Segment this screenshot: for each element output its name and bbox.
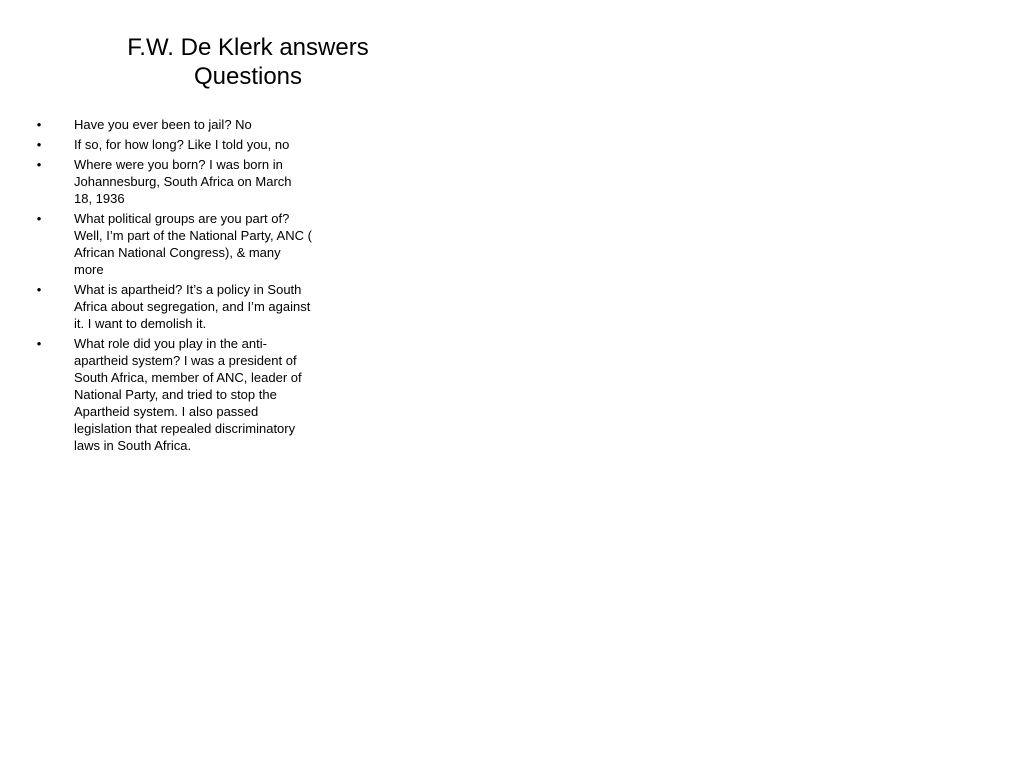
list-item [33, 210, 313, 278]
list-item [33, 136, 313, 153]
slide-title [98, 33, 398, 91]
list-item-text: If so, for how long? Like I told you, no [74, 137, 290, 152]
bullet-icon: • [36, 137, 42, 152]
list-item-text: Where were you born? I was born in Johannesburg, South Africa on March 18, 1936 [74, 157, 292, 206]
slide-title-line-1: F.W. De Klerk answers [127, 34, 369, 61]
bullet-icon: • [36, 157, 42, 172]
list-item-text: What is apartheid? It’s a policy in South Africa about segregation, and I’m against it. I want to demolish it. [74, 282, 311, 331]
list-item-text: What political groups are you part of? Well, I’m part of the National Party, ANC ( African National Congress), & many more [74, 211, 312, 277]
bullet-icon: • [36, 282, 42, 297]
bullet-icon: • [36, 211, 42, 226]
list-item [33, 156, 313, 207]
list-item-text: Have you ever been to jail? No [74, 117, 252, 132]
bullet-list [33, 116, 313, 457]
list-item [33, 116, 313, 133]
slide-title-line-2: Questions [193, 63, 303, 90]
bullet-icon: • [36, 117, 42, 132]
list-item [33, 335, 313, 454]
bullet-icon: • [36, 336, 42, 351]
list-item [33, 281, 313, 332]
list-item-text: What role did you play in the anti-apartheid system? I was a president of South Africa, member of ANC, leader of National Party, and tried to stop the Apartheid system. I also passed legislation that repealed discriminatory laws in South Africa. [74, 336, 302, 453]
